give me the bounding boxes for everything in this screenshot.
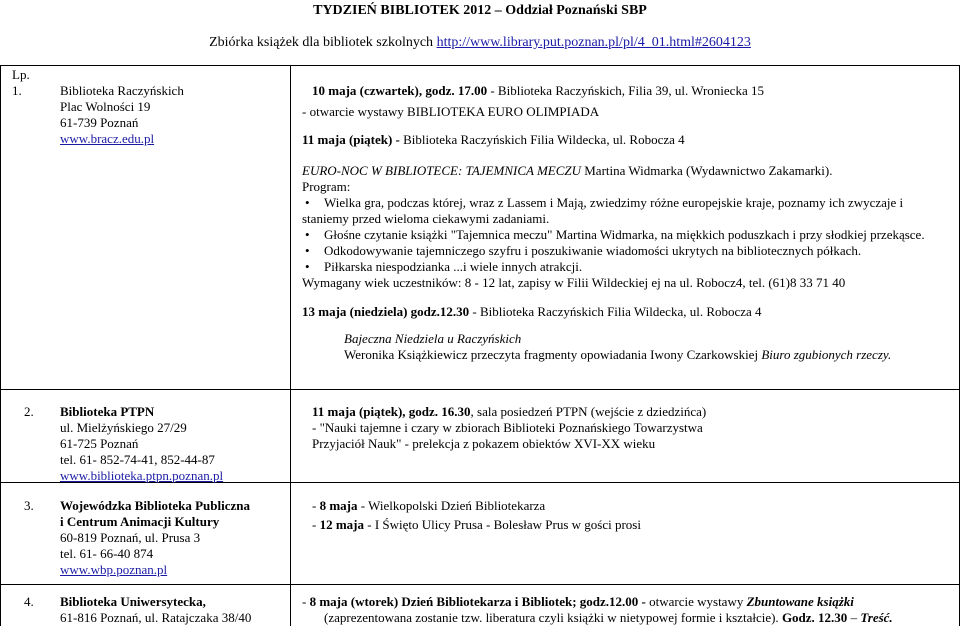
list-item: • Piłkarska niespodzianka ...i wiele innych atrakcji. — [302, 259, 952, 275]
event-block — [312, 404, 706, 452]
event-time: Godz. 12.30 — [781, 610, 848, 625]
event-line: - "Nauki tajemne i czary w zbiorach Biblioteki Poznańskiego Towarzystwa — [312, 420, 703, 435]
event-date: 8 maja (wtorek) Dzień Bibliotekarza i Bibliotek; godz.12.00 - — [309, 594, 646, 609]
page-subtitle — [0, 35, 960, 51]
subtitle-link[interactable]: http://www.library.put.poznan.pl/pl/4_01.html#2604123 — [436, 35, 751, 50]
exhibition-title: Zbuntowane książki — [746, 594, 854, 609]
library-name: Biblioteka Raczyńskich — [60, 83, 184, 98]
library-info — [60, 498, 250, 578]
event-title: Treść. — [860, 610, 893, 625]
library-address: 61-816 Poznań, ul. Ratajczaka 38/40 — [60, 610, 252, 625]
library-city: 61-725 Poznań — [60, 436, 139, 451]
library-address: 60-819 Poznań, ul. Prusa 3 — [60, 530, 201, 545]
event-line — [312, 83, 764, 99]
library-phone: tel. 61- 66-40 874 — [60, 546, 154, 561]
list-item: • Głośne czytanie książki "Tajemnica meczu" Martina Widmarka, na miękkich poduszkach i przy słodkiej przekąsce. — [302, 227, 952, 243]
event-line — [344, 347, 891, 363]
event-line — [302, 304, 762, 320]
event-date: 12 maja — [319, 517, 365, 532]
row-divider — [0, 584, 960, 585]
book-title: Biuro zgubionych rzeczy. — [761, 347, 892, 362]
event-date: 11 maja (piątek), godz. 16.30 — [312, 404, 471, 419]
table-row — [12, 67, 30, 83]
library-name: Biblioteka Uniwersytecka, — [60, 594, 206, 609]
list-item-continued: staniemy przed wieloma ciekawymi zadaniami. — [302, 211, 550, 226]
row-number: 1. — [12, 83, 22, 98]
age-note: Wymagany wiek uczestników: 8 - 12 lat, zapisy w Filii Wildeckiej ej na ul. Robocz4, tel. (61)8 33 71 40 — [302, 275, 846, 290]
event-text: , sala posiedzeń PTPN (wejście z dziedzińca) — [470, 404, 707, 419]
subtitle-text: Zbiórka książek dla bibliotek szkolnych — [209, 35, 437, 50]
event-line: - 8 maja (wtorek) Dzień Bibliotekarza i Bibliotek; godz.12.00 - otwarcie wystawy Zbuntowane książki — [302, 594, 854, 609]
event-line: Przyjaciół Nauk" - prelekcja z pokazem obiektów XVI-XX wieku — [312, 436, 656, 451]
library-address: Plac Wolności 19 — [60, 99, 151, 114]
row-number: 4. — [24, 594, 34, 609]
event-date: 8 maja — [319, 498, 358, 513]
row-number: 2. — [24, 404, 34, 419]
library-link[interactable]: www.wbp.poznan.pl — [60, 562, 168, 577]
event-text: - I Święto Ulicy Prusa - Bolesław Prus w gości prosi — [364, 517, 641, 532]
list-item: • Odkodowywanie tajemniczego szyfru i poszukiwanie wiadomości ukrytych na bibliotecznych półkach. — [302, 243, 952, 259]
event-date: 11 maja (piątek) - — [302, 132, 400, 147]
event-line — [312, 404, 706, 420]
row-divider — [0, 389, 960, 390]
event-line — [302, 163, 833, 179]
event-text: Martina Widmarka (Wydawnictwo Zakamarki). — [581, 163, 833, 178]
page-title: TYDZIEŃ BIBLIOTEK 2012 – Oddział Poznański SBP — [313, 3, 647, 18]
event-text: - Biblioteka Raczyńskich, Filia 39, ul. Wroniecka 15 — [487, 83, 764, 98]
event-block — [302, 594, 952, 626]
library-link[interactable]: www.bracz.edu.pl — [60, 131, 155, 146]
event-text: otwarcie wystawy — [645, 594, 747, 609]
event-line: - 8 maja - Wielkopolski Dzień Bibliotekarza — [312, 498, 546, 513]
event-text: - Wielkopolski Dzień Bibliotekarza — [357, 498, 546, 513]
event-text: Biblioteka Raczyńskich Filia Wildecka, ul. Robocza 4 — [399, 132, 685, 147]
library-city: 61-739 Poznań — [60, 115, 139, 130]
event-text: Weronika Książkiewicz przeczyta fragmenty opowiadania Iwony Czarkowskiej — [344, 347, 762, 362]
list-item: • Wielka gra, podczas której, wraz z Lassem i Mają, zwiedzimy różne europejskie kraje, poznamy ich zwyczaje i — [302, 195, 952, 211]
library-name: Biblioteka PTPN — [60, 404, 155, 419]
library-name-cont: i Centrum Animacji Kultury — [60, 514, 220, 529]
event-line: - 12 maja - I Święto Ulicy Prusa - Bolesław Prus w gości prosi — [312, 517, 641, 532]
library-name: Wojewódzka Biblioteka Publiczna — [60, 498, 250, 513]
event-title: Bajeczna Niedziela u Raczyńskich — [344, 331, 522, 346]
library-info — [60, 594, 251, 626]
program-list — [302, 195, 952, 291]
program-label: Program: — [302, 179, 351, 194]
library-phone: tel. 61- 852-74-41, 852-44-87 — [60, 452, 215, 467]
event-line — [302, 132, 685, 148]
library-info — [60, 404, 223, 484]
column-divider — [290, 65, 291, 626]
event-line: - otwarcie wystawy BIBLIOTEKA EURO OLIMPIADA — [302, 104, 600, 119]
event-date: 13 maja (niedziela) godz.12.30 — [302, 304, 470, 319]
event-block — [312, 498, 641, 533]
event-title: EURO-NOC W BIBLIOTECE: TAJEMNICA MECZU — [302, 163, 581, 178]
table-top-border — [0, 65, 960, 66]
column-header: Lp. — [12, 67, 30, 82]
library-link[interactable]: www.biblioteka.ptpn.poznan.pl — [60, 468, 224, 483]
library-address: ul. Mielżyńskiego 27/29 — [60, 420, 187, 435]
event-text: - Biblioteka Raczyńskich Filia Wildecka, ul. Robocza 4 — [469, 304, 762, 319]
library-info — [60, 83, 184, 147]
table-left-border — [0, 65, 1, 626]
event-date: 10 maja (czwartek), godz. 17.00 — [312, 83, 488, 98]
row-number: 3. — [24, 498, 34, 513]
event-line: (zaprezentowana zostanie tzw. liberatura czyli książki w nietypowej formie i kształcie). Godz. 12.30 – Treść. — [324, 610, 893, 625]
